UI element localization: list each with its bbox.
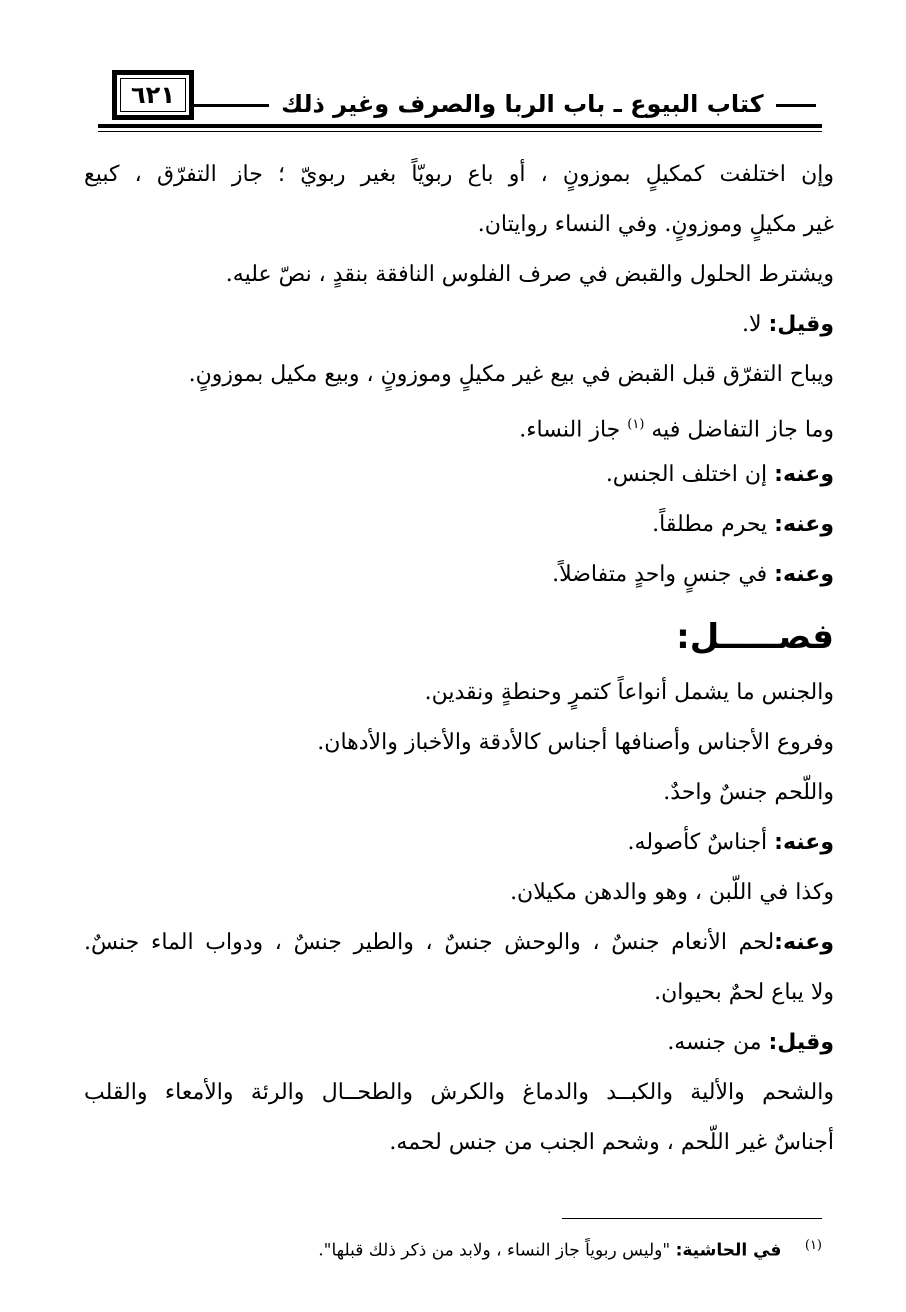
section-heading: فصـــــل: [676,617,834,657]
running-head-dash-right [776,104,816,107]
line-label: وقيل: [768,312,834,337]
text-line: غير مكيلٍ وموزونٍ. وفي النساء روايتان. [477,212,834,237]
line-label: وعنه: [774,830,834,855]
line-label: وعنه: [774,930,834,955]
text-line: وعنه: إن اختلف الجنس. [605,462,834,487]
text-line: وقيل: لا. [741,312,834,337]
page-number-box [112,70,194,120]
line-label: وعنه: [774,462,834,487]
line-label: وقيل: [768,1030,834,1055]
text-line: وعنه:لحم الأنعام جنسٌ ، والوحش جنسٌ ، والطير جنسٌ ، ودواب الماء جنسٌ. [84,930,834,955]
header-rule-thick [98,124,822,128]
page-number: ٦٢١ [131,81,175,109]
text-line: واللّحم جنسٌ واحدٌ. [663,780,834,805]
line-label: وعنه: [774,512,834,537]
text-line: ويشترط الحلول والقبض في صرف الفلوس النافقة بنقدٍ ، نصّ عليه. [225,262,834,287]
footnote-label: في الحاشية: [675,1240,782,1261]
text-line: وفروع الأجناس وأصنافها أجناس كالأدقة والأخباز والأدهان. [317,730,834,755]
page-body [84,150,834,1168]
running-head-title: كتاب البيوع ـ باب الربا والصرف وغير ذلك [281,90,764,118]
text-line: ويباح التفرّق قبل القبض في بيع غير مكيلٍ وموزونٍ ، وبيع مكيل بموزونٍ. [188,362,834,387]
footnote-marker: (١) [804,1238,822,1253]
text-line: وإن اختلفت كمكيلٍ بموزونٍ ، أو باع ربويّاً بغير ربويّ ؛ جاز التفرّق ، كبيع [84,162,834,187]
text-line: والشحم والألية والكبــد والدماغ والكرش والطحــال والرئة والأمعاء والقلب [84,1080,834,1105]
header-rule-thin [98,131,822,132]
text-line: وقيل: من جنسه. [667,1030,834,1055]
text-line: وعنه: أجناسٌ كأصوله. [627,830,834,855]
text-line: وعنه: في جنسٍ واحدٍ متفاضلاً. [552,562,834,587]
page-number-inner-frame [120,78,186,112]
footnote [84,1232,822,1265]
text-line: ولا يباع لحمٌ بحيوان. [654,980,834,1005]
footnote-separator [562,1218,822,1219]
running-head [155,90,820,118]
text-line: وعنه: يحرم مطلقاً. [652,512,834,537]
text-line: وما جاز التفاضل فيه $^{(١)}$ جاز النساء. [519,417,834,443]
text-line: والجنس ما يشمل أنواعاً كتمرٍ وحنطةٍ ونقدين. [424,680,834,705]
text-line: وكذا في اللّبن ، وهو والدهن مكيلان. [510,880,834,905]
footnote-text: "وليس ربوياً جاز النساء ، ولابد من ذكر ذلك قبلها". [318,1240,671,1261]
footnote-reference: (١) [627,417,645,432]
text-line: أجناسٌ غير اللّحم ، وشحم الجنب من جنس لحمه. [389,1130,834,1155]
line-label: وعنه: [774,562,834,587]
